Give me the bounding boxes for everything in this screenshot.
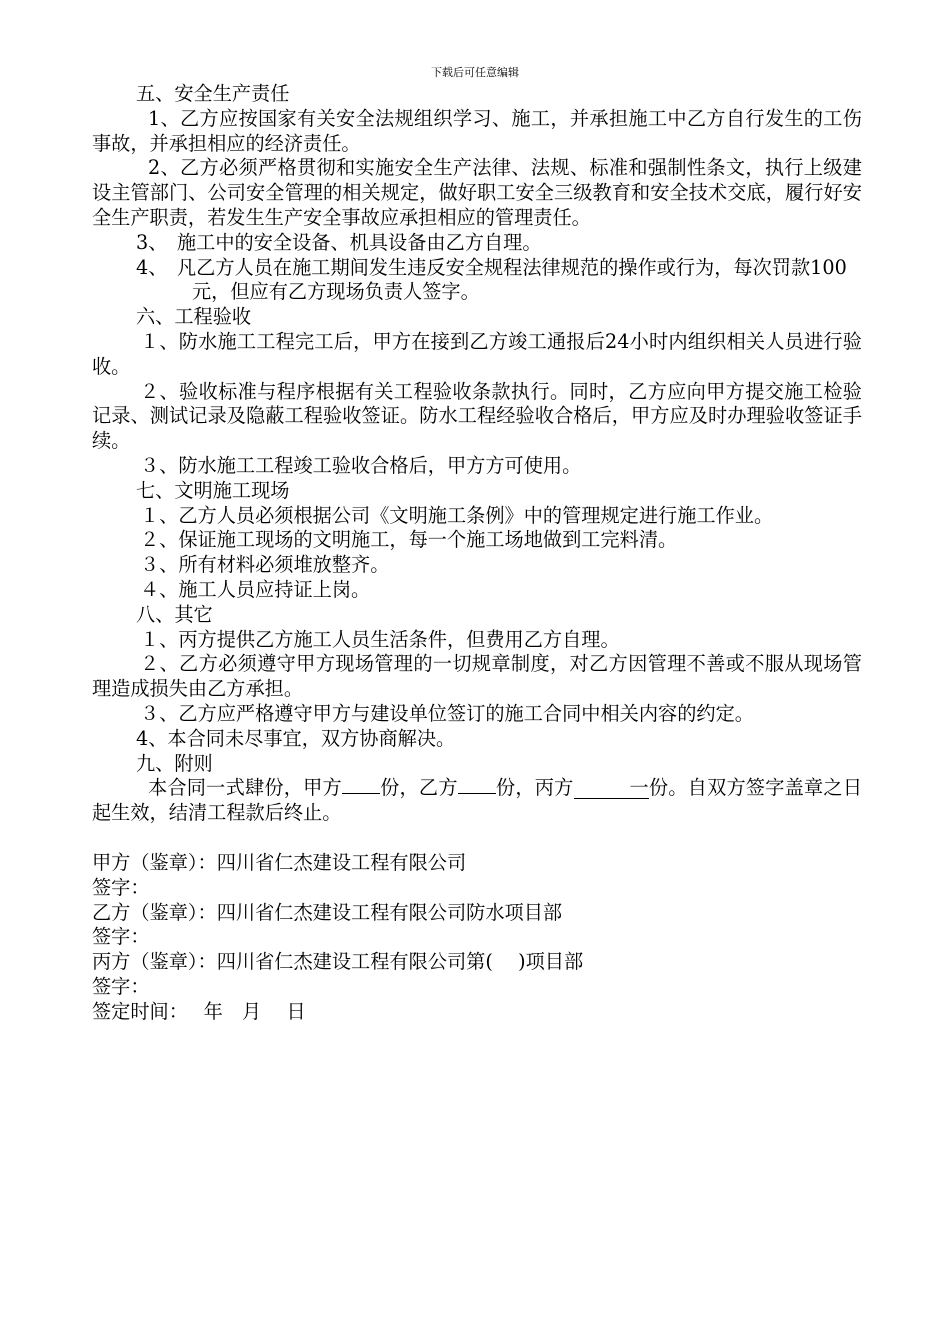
section-9-title: 九、附则 <box>136 751 213 775</box>
section-8-item-2: ２、乙方必须遵守甲方现场管理的一切规章制度，对乙方因管理不善或不服从现场管理造成损失由乙方承担。 <box>92 652 862 701</box>
section-5-title: 五、安全生产责任 <box>136 82 290 105</box>
signature-party-yi: 乙方（鉴章）：四川省仁杰建设工程有限公司防水项目部 <box>92 900 563 924</box>
copies-blank-bing: 一 <box>574 778 649 799</box>
section-5-item-1: 1、乙方应按国家有关安全法规组织学习、施工，并承担施工中乙方自行发生的工伤事故，并承担相应的经济责任。 <box>92 106 862 155</box>
section-8-item-3: ３、乙方应严格遵守甲方与建设单位签订的施工合同中相关内容的约定。 <box>140 701 754 725</box>
section-5-item-3: 3、 施工中的安全设备、机具设备由乙方自理。 <box>136 230 542 254</box>
section-7-item-1: １、乙方人员必须根据公司《文明施工条例》中的管理规定进行施工作业。 <box>140 503 774 527</box>
signature-line-2: 签字： <box>92 925 150 949</box>
section-9-paragraph <box>92 776 862 826</box>
section-9-text-a: 本合同一式肆份，甲方 <box>148 776 342 800</box>
section-9-text-d: 份。自双方签字盖章之日起生效，结清工程款后终止。 <box>92 776 863 825</box>
section-6-item-3: ３、防水施工工程竣工验收合格后，甲方方可使用。 <box>140 453 582 477</box>
signature-party-bing: 丙方（鉴章）：四川省仁杰建设工程有限公司第( )项目部 <box>92 950 584 974</box>
signature-line-3: 签字： <box>92 974 150 998</box>
section-5-item-4: 4、 凡乙方人员在施工期间发生违反安全规程法律规范的操作或行为，每次罚款100元，但应有乙方现场负责人签字。 <box>136 255 847 304</box>
section-8-item-4: 4、本合同未尽事宜，双方协商解决。 <box>136 726 456 750</box>
section-7-item-4: ４、施工人员应持证上岗。 <box>140 577 371 601</box>
page-header-note: 下载后可任意编辑 <box>431 66 519 79</box>
section-8-item-1: １、丙方提供乙方施工人员生活条件，但费用乙方自理。 <box>140 627 620 651</box>
document-body <box>92 82 862 1024</box>
copies-blank-yi <box>458 793 496 794</box>
spacer <box>92 826 862 851</box>
section-8-title: 八、其它 <box>136 602 213 626</box>
section-6-item-2: ２、验收标准与程序根据有关工程验收条款执行。同时，乙方应向甲方提交施工检验记录、测试记录及隐蔽工程验收签证。防水工程经验收合格后，甲方应及时办理验收签证手续。 <box>92 379 862 453</box>
signing-date: 签定时间： 年 月 日 <box>92 999 306 1023</box>
signature-party-jia: 甲方（鉴章）：四川省仁杰建设工程有限公司 <box>92 850 467 874</box>
signature-line-1: 签字： <box>92 875 150 899</box>
section-9-text-b: 份，乙方 <box>379 776 458 800</box>
section-7-item-2: ２、保证施工现场的文明施工，每一个施工场地做到工完料清。 <box>140 528 678 552</box>
section-7-title: 七、文明施工现场 <box>136 478 290 502</box>
section-9-text-c: 份，丙方 <box>495 776 574 800</box>
section-5-item-2: 2、乙方必须严格贯彻和实施安全生产法律、法规、标准和强制性条文，执行上级建设主管部门、公司安全管理的相关规定，做好职工安全三级教育和安全技术交底，履行好安全生产职责，若发生生产安全事故应承担相应的管理责任。 <box>92 156 862 229</box>
copies-blank-jia <box>342 793 380 794</box>
section-7-item-3: ３、所有材料必须堆放整齐。 <box>140 553 390 577</box>
section-6-item-1: １、防水施工工程完工后，甲方在接到乙方竣工通报后24小时内组织相关人员进行验收。 <box>92 329 862 378</box>
section-6-title: 六、工程验收 <box>136 305 252 329</box>
